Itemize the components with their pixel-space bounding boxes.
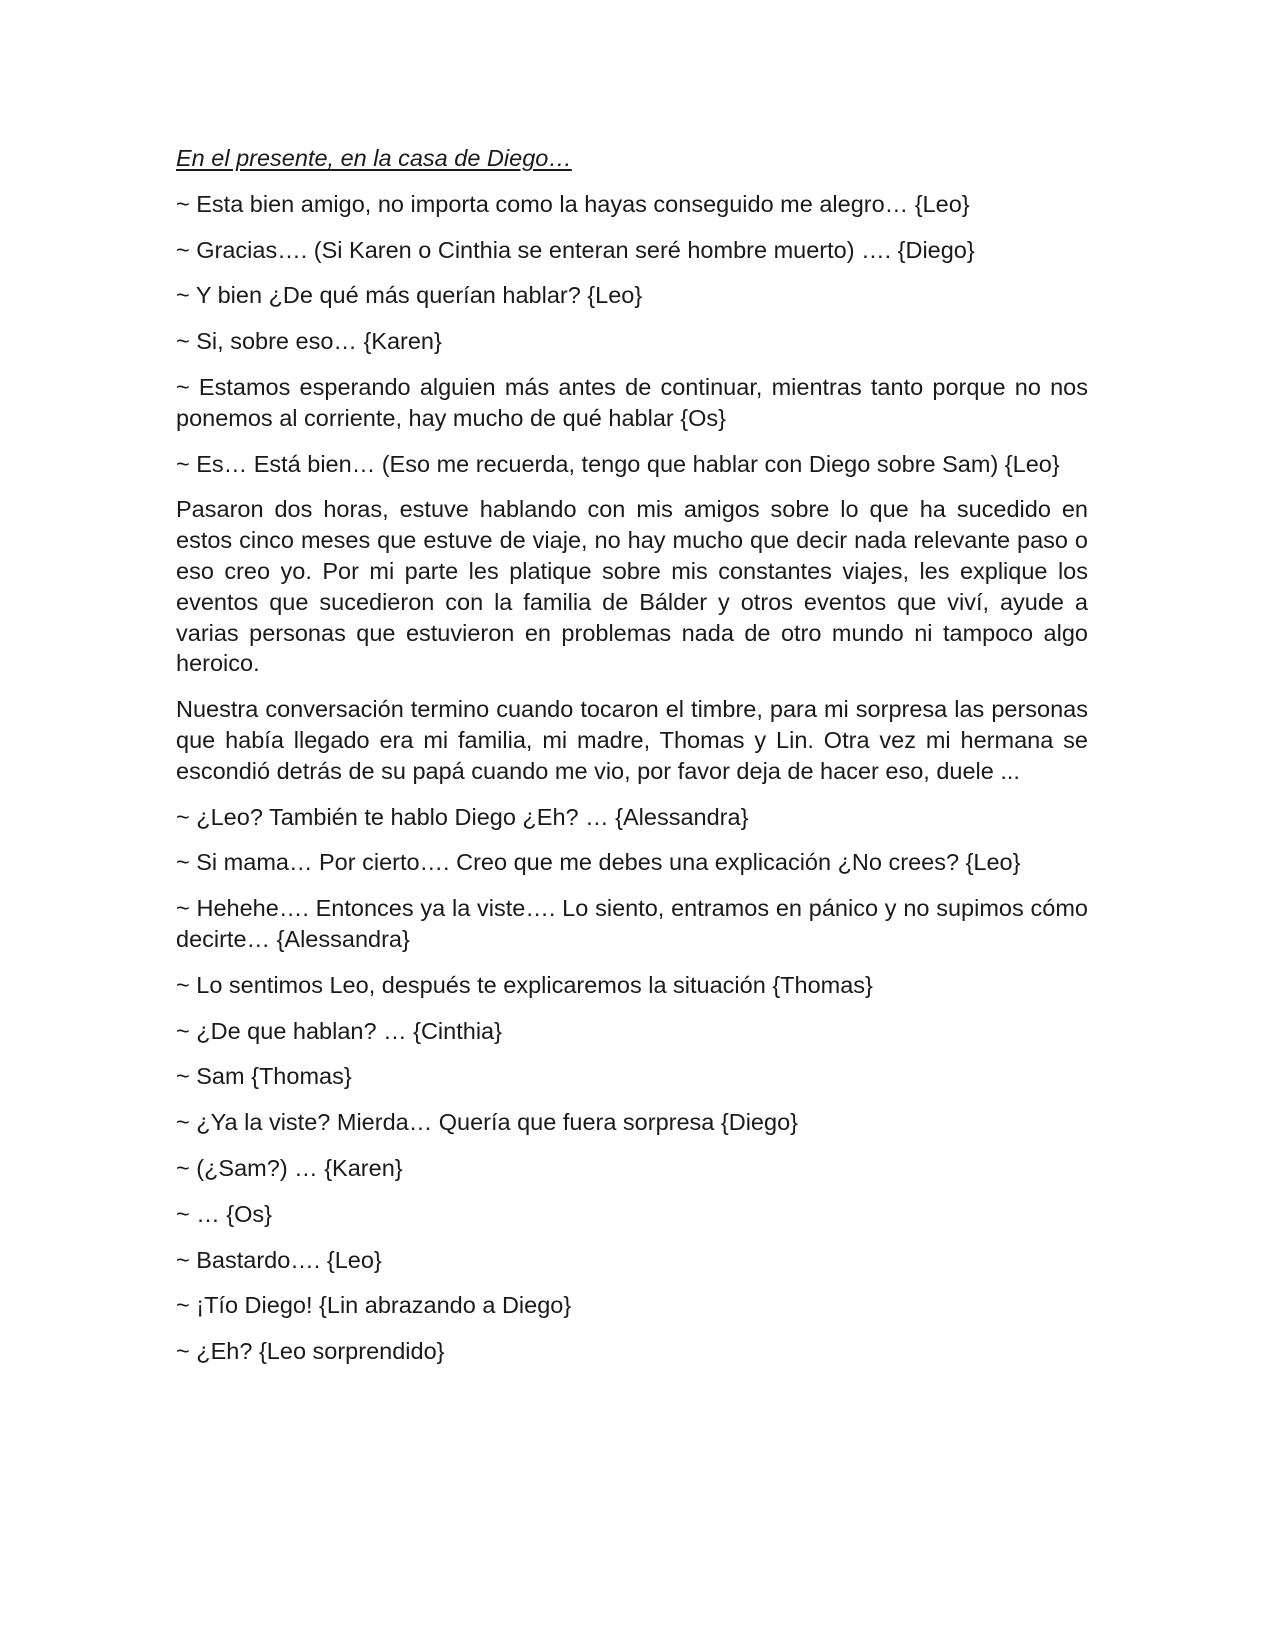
dialogue-line: ~ ¡Tío Diego! {Lin abrazando a Diego} bbox=[176, 1292, 572, 1319]
dialogue-line: ~ Si, sobre eso… {Karen} bbox=[176, 328, 442, 355]
dialogue-line: ~ (¿Sam?) … {Karen} bbox=[176, 1154, 403, 1181]
dialogue-line: ~ Y bien ¿De qué más querían hablar? {Leo} bbox=[176, 282, 643, 309]
dialogue-line: ~ Esta bien amigo, no importa como la hayas conseguido me alegro… {Leo} bbox=[176, 190, 970, 217]
narrative-paragraph: Pasaron dos horas, estuve hablando con mis amigos sobre lo que ha sucedido en estos cinco meses que estuve de viaje, no hay mucho que decir nada relevante paso o eso creo yo. Por mi parte les platique sobre mis constantes viajes, les explique los eventos que sucedieron con la familia de Bálder y otros eventos que viví, ayude a varias personas que estuvieron en problemas nada de otro mundo ni tampoco algo heroico. bbox=[176, 496, 1088, 677]
dialogue-line: ~ Sam {Thomas} bbox=[176, 1063, 352, 1090]
dialogue-line: ~ ¿Ya la viste? Mierda… Quería que fuera sorpresa {Diego} bbox=[176, 1109, 798, 1136]
document-page bbox=[176, 143, 1088, 1382]
narrative-paragraph: Nuestra conversación termino cuando tocaron el timbre, para mi sorpresa las personas que había llegado era mi familia, mi madre, Thomas y Lin. Otra vez mi hermana se escondió detrás de su papá cuando me vio, por favor deja de hacer eso, duele ... bbox=[176, 696, 1088, 784]
dialogue-line: ~ Hehehe…. Entonces ya la viste…. Lo siento, entramos en pánico y no supimos cómo decirte… {Alessandra} bbox=[176, 895, 1088, 952]
dialogue-line: ~ ¿De que hablan? … {Cinthia} bbox=[176, 1017, 502, 1044]
dialogue-line: ~ … {Os} bbox=[176, 1200, 273, 1227]
dialogue-line: ~ Gracias…. (Si Karen o Cinthia se enteran seré hombre muerto) …. {Diego} bbox=[176, 236, 975, 263]
dialogue-line: ~ Es… Está bien… (Eso me recuerda, tengo que hablar con Diego sobre Sam) {Leo} bbox=[176, 450, 1060, 477]
dialogue-line: ~ Bastardo…. {Leo} bbox=[176, 1246, 382, 1273]
scene-heading: En el presente, en la casa de Diego… bbox=[176, 145, 572, 171]
dialogue-line: ~ Si mama… Por cierto…. Creo que me debes una explicación ¿No crees? {Leo} bbox=[176, 849, 1021, 876]
dialogue-line: ~ ¿Eh? {Leo sorprendido} bbox=[176, 1338, 445, 1365]
dialogue-line: ~ Lo sentimos Leo, después te explicaremos la situación {Thomas} bbox=[176, 971, 873, 998]
dialogue-line: ~ Estamos esperando alguien más antes de continuar, mientras tanto porque no nos ponemos al corriente, hay mucho de qué hablar {Os} bbox=[176, 373, 1088, 431]
dialogue-line: ~ ¿Leo? También te hablo Diego ¿Eh? … {Alessandra} bbox=[176, 803, 749, 830]
